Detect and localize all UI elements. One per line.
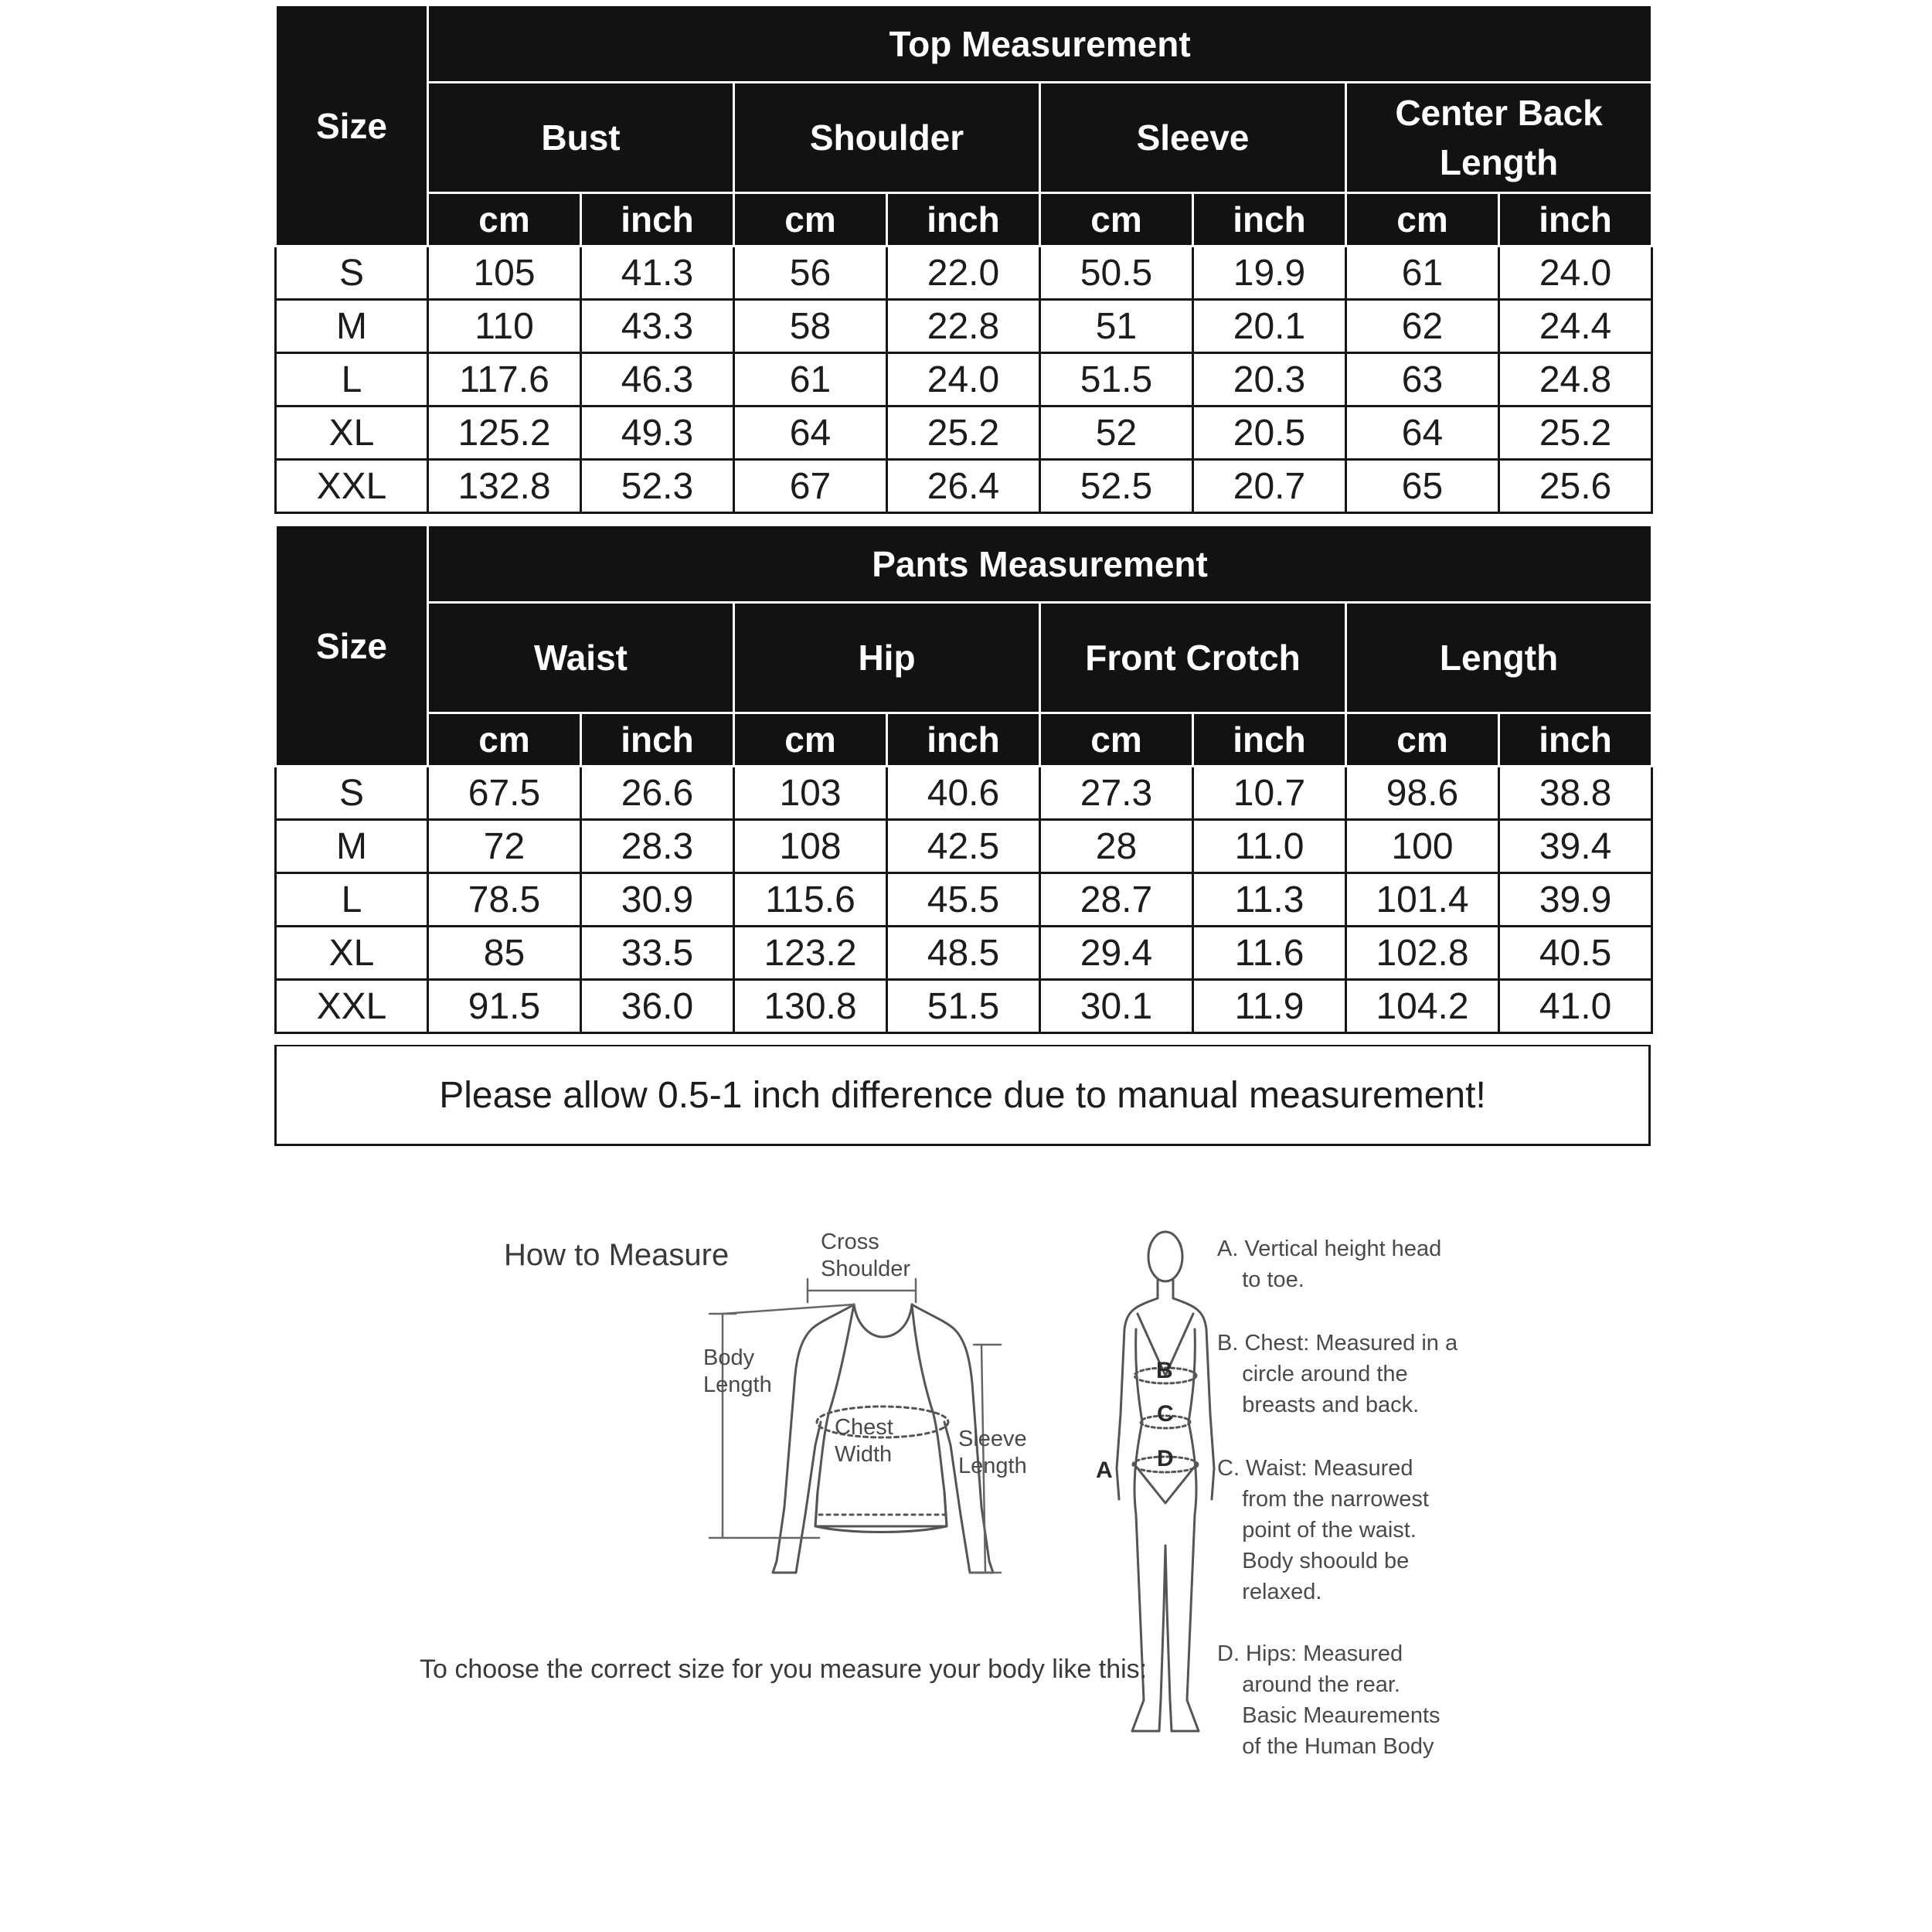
top-measurement-table [274, 4, 1653, 514]
measurement-cell: 104.2 [1346, 980, 1499, 1033]
table-row [276, 353, 1652, 406]
measurement-cell: 30.9 [581, 873, 734, 927]
sleeve-length-label: Sleeve Length [958, 1427, 1027, 1478]
measurement-note: Please allow 0.5-1 inch difference due to manual measurement! [274, 1045, 1651, 1146]
unit-cm: cm [428, 193, 581, 247]
measurement-cell: 41.0 [1499, 980, 1652, 1033]
measurement-cell: 98.6 [1346, 767, 1499, 820]
size-cell: M [276, 820, 428, 873]
marker-b: B [1156, 1358, 1173, 1383]
table-title: Pants Measurement [428, 526, 1652, 603]
measurement-cell: 20.7 [1193, 460, 1346, 513]
measurement-cell: 115.6 [734, 873, 887, 927]
unit-cm: cm [1346, 193, 1499, 247]
group-header-length: Length [1346, 603, 1652, 713]
measurement-cell: 52.5 [1040, 460, 1193, 513]
measurement-cell: 43.3 [581, 300, 734, 353]
unit-cm: cm [734, 713, 887, 767]
legend-d: D. Hips: Measured around the rear. Basic Meaurements of the Human Body [1217, 1641, 1440, 1759]
measurement-cell: 36.0 [581, 980, 734, 1033]
unit-inch: inch [581, 713, 734, 767]
measurement-cell: 67 [734, 460, 887, 513]
size-cell: XXL [276, 460, 428, 513]
measurement-cell: 103 [734, 767, 887, 820]
size-header: Size [276, 5, 428, 247]
measurement-cell: 39.9 [1499, 873, 1652, 927]
group-header-hip: Hip [734, 603, 1040, 713]
measurement-cell: 101.4 [1346, 873, 1499, 927]
measurement-cell: 132.8 [428, 460, 581, 513]
table-row [276, 980, 1652, 1033]
measurement-cell: 22.8 [887, 300, 1040, 353]
unit-inch: inch [887, 713, 1040, 767]
measurement-cell: 20.1 [1193, 300, 1346, 353]
measurement-cell: 102.8 [1346, 927, 1499, 980]
measurement-cell: 42.5 [887, 820, 1040, 873]
measurement-cell: 61 [734, 353, 887, 406]
group-header-front-crotch: Front Crotch [1040, 603, 1346, 713]
measurement-cell: 64 [734, 406, 887, 460]
measurement-cell: 91.5 [428, 980, 581, 1033]
unit-inch: inch [1193, 713, 1346, 767]
measurement-cell: 40.5 [1499, 927, 1652, 980]
measurement-cell: 24.0 [1499, 247, 1652, 300]
measurement-cell: 11.6 [1193, 927, 1346, 980]
measurement-cell: 46.3 [581, 353, 734, 406]
measurement-cell: 62 [1346, 300, 1499, 353]
group-header-center-back-length: Center Back Length [1346, 83, 1652, 193]
table-row [276, 873, 1652, 927]
size-cell: S [276, 767, 428, 820]
table-row [276, 820, 1652, 873]
measurement-cell: 52 [1040, 406, 1193, 460]
measurement-cell: 40.6 [887, 767, 1040, 820]
measurement-cell: 56 [734, 247, 887, 300]
size-cell: S [276, 247, 428, 300]
measurement-cell: 49.3 [581, 406, 734, 460]
measurement-cell: 100 [1346, 820, 1499, 873]
group-header-sleeve: Sleeve [1040, 83, 1346, 193]
measurement-cell: 105 [428, 247, 581, 300]
measurement-cell: 52.3 [581, 460, 734, 513]
measurement-cell: 108 [734, 820, 887, 873]
measurement-cell: 30.1 [1040, 980, 1193, 1033]
marker-d: D [1157, 1446, 1174, 1471]
measurement-cell: 67.5 [428, 767, 581, 820]
group-header-waist: Waist [428, 603, 734, 713]
unit-inch: inch [1499, 713, 1652, 767]
measurement-cell: 26.6 [581, 767, 734, 820]
unit-cm: cm [1040, 713, 1193, 767]
legend-b: B. Chest: Measured in a circle around the breasts and back. [1217, 1331, 1458, 1417]
measurement-cell: 38.8 [1499, 767, 1652, 820]
unit-inch: inch [1193, 193, 1346, 247]
measurement-cell: 45.5 [887, 873, 1040, 927]
measurement-cell: 78.5 [428, 873, 581, 927]
size-cell: XL [276, 927, 428, 980]
measurement-cell: 51.5 [887, 980, 1040, 1033]
size-cell: XL [276, 406, 428, 460]
measurement-cell: 11.9 [1193, 980, 1346, 1033]
legend-c: C. Waist: Measured from the narrowest point of the waist. Body shoould be relaxed. [1217, 1456, 1429, 1604]
unit-cm: cm [1346, 713, 1499, 767]
size-cell: M [276, 300, 428, 353]
measurement-cell: 25.2 [887, 406, 1040, 460]
measurement-cell: 117.6 [428, 353, 581, 406]
measurement-cell: 28.3 [581, 820, 734, 873]
table-row [276, 406, 1652, 460]
measurement-cell: 48.5 [887, 927, 1040, 980]
measurement-cell: 125.2 [428, 406, 581, 460]
top-table-body [276, 247, 1652, 513]
measurement-cell: 41.3 [581, 247, 734, 300]
unit-inch: inch [887, 193, 1040, 247]
unit-inch: inch [581, 193, 734, 247]
unit-cm: cm [428, 713, 581, 767]
measurement-cell: 25.2 [1499, 406, 1652, 460]
garment-dimension-lines [709, 1279, 1001, 1573]
measurement-cell: 25.6 [1499, 460, 1652, 513]
measurement-cell: 130.8 [734, 980, 887, 1033]
pants-measurement-table [274, 524, 1653, 1034]
measurement-cell: 28 [1040, 820, 1193, 873]
measurement-cell: 50.5 [1040, 247, 1193, 300]
size-cell: L [276, 353, 428, 406]
measurement-cell: 24.8 [1499, 353, 1652, 406]
measurement-cell: 24.4 [1499, 300, 1652, 353]
size-cell: L [276, 873, 428, 927]
unit-inch: inch [1499, 193, 1652, 247]
table-row [276, 460, 1652, 513]
measurement-cell: 28.7 [1040, 873, 1193, 927]
measurement-cell: 51.5 [1040, 353, 1193, 406]
body-length-label: Body Length [703, 1345, 772, 1397]
measurement-cell: 110 [428, 300, 581, 353]
size-cell: XXL [276, 980, 428, 1033]
pants-table-body [276, 767, 1652, 1033]
measurement-cell: 85 [428, 927, 581, 980]
measurement-cell: 72 [428, 820, 581, 873]
group-header-shoulder: Shoulder [734, 83, 1040, 193]
measure-instruction: To choose the correct size for you measure your body like this: [420, 1655, 1148, 1684]
measurement-cell: 29.4 [1040, 927, 1193, 980]
measurement-cell: 51 [1040, 300, 1193, 353]
measurement-cell: 123.2 [734, 927, 887, 980]
chest-width-label: Chest Width [835, 1415, 893, 1467]
measurement-cell: 65 [1346, 460, 1499, 513]
unit-cm: cm [734, 193, 887, 247]
measurement-cell: 61 [1346, 247, 1499, 300]
table-row [276, 300, 1652, 353]
table-row [276, 247, 1652, 300]
measurement-cell: 19.9 [1193, 247, 1346, 300]
table-row [276, 927, 1652, 980]
measurement-cell: 20.5 [1193, 406, 1346, 460]
sweater-drawing [773, 1304, 993, 1573]
how-to-measure-title: How to Measure [504, 1238, 730, 1272]
body-figure [1117, 1232, 1214, 1731]
marker-a: A [1096, 1458, 1113, 1483]
legend-a: A. Vertical height head to toe. [1217, 1236, 1442, 1292]
measurement-cell: 26.4 [887, 460, 1040, 513]
table-row [276, 767, 1652, 820]
group-header-bust: Bust [428, 83, 734, 193]
measurement-cell: 27.3 [1040, 767, 1193, 820]
unit-cm: cm [1040, 193, 1193, 247]
measurement-cell: 58 [734, 300, 887, 353]
measurement-cell: 64 [1346, 406, 1499, 460]
marker-c: C [1157, 1401, 1174, 1427]
measurement-cell: 22.0 [887, 247, 1040, 300]
size-header: Size [276, 526, 428, 767]
measurement-cell: 10.7 [1193, 767, 1346, 820]
measurement-cell: 39.4 [1499, 820, 1652, 873]
cross-shoulder-label: Cross Shoulder [821, 1230, 911, 1281]
measurement-cell: 33.5 [581, 927, 734, 980]
measurement-cell: 11.3 [1193, 873, 1346, 927]
measurement-cell: 63 [1346, 353, 1499, 406]
measurement-cell: 11.0 [1193, 820, 1346, 873]
table-title: Top Measurement [428, 5, 1652, 83]
measurement-cell: 20.3 [1193, 353, 1346, 406]
measurement-cell: 24.0 [887, 353, 1040, 406]
